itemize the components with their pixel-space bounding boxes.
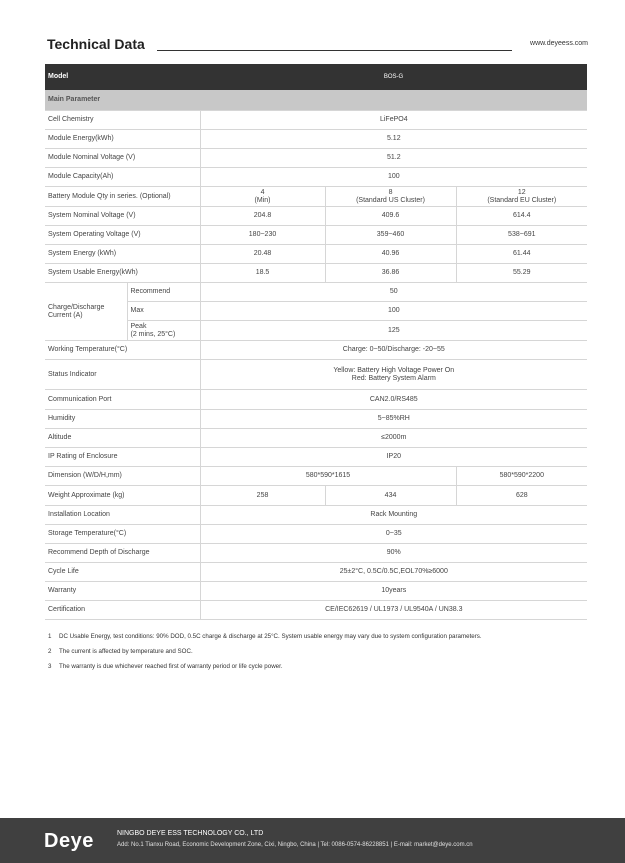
table-row xyxy=(45,506,587,525)
row-value: 0~35 xyxy=(200,525,587,544)
row-label: Battery Module Qty in series. (Optional) xyxy=(45,187,200,207)
table-row xyxy=(45,390,587,410)
row-label: System Operating Voltage (V) xyxy=(45,226,200,245)
table-row xyxy=(45,525,587,544)
row-value: 10years xyxy=(200,582,587,601)
row-value: 614.4 xyxy=(456,207,587,226)
row-value: CE/IEC62619 / UL1973 / UL9540A / UN38.3 xyxy=(200,601,587,620)
row-value: 125 xyxy=(200,321,587,341)
section-header-main-parameter xyxy=(45,90,587,111)
row-label: Module Energy(kWh) xyxy=(45,130,200,149)
table-row-charge-max xyxy=(45,302,587,321)
row-value: 5~85%RH xyxy=(200,410,587,429)
row-label: Communication Port xyxy=(45,390,200,410)
table-row xyxy=(45,448,587,467)
company-name: NINGBO DEYE ESS TECHNOLOGY CO., LTD xyxy=(117,830,264,837)
row-value: 61.44 xyxy=(456,245,587,264)
row-value: ≤2000m xyxy=(200,429,587,448)
row-label: Status Indicator xyxy=(45,360,200,390)
table-row xyxy=(45,264,587,283)
row-value: Yellow: Battery High Voltage Power On Red: Battery System Alarm xyxy=(200,360,587,390)
header-rule xyxy=(157,50,512,51)
row-value: 36.86 xyxy=(325,264,456,283)
row-label: System Usable Energy(kWh) xyxy=(45,264,200,283)
page-header xyxy=(47,36,588,54)
table-row xyxy=(45,563,587,582)
row-value: 628 xyxy=(456,486,587,506)
footnote: 3 The warranty is due whichever reached first of warranty period or life cycle power. xyxy=(48,663,283,670)
row-sublabel: Peak (2 mins, 25°C) xyxy=(127,321,200,341)
row-label: Humidity xyxy=(45,410,200,429)
model-label: Model xyxy=(45,64,200,90)
row-label: Dimension (W/D/H,mm) xyxy=(45,467,200,486)
website-link[interactable]: www.deyeess.com xyxy=(530,40,588,47)
row-value: 4 (Min) xyxy=(200,187,325,207)
page-footer xyxy=(0,818,625,863)
table-row xyxy=(45,187,587,207)
footnote: 2 The current is affected by temperature and SOC. xyxy=(48,648,193,655)
footnote: 1 DC Usable Energy, test conditions: 90% DOD, 0.5C charge & discharge at 25°C. System usable energy may vary due to system configuration parameters. xyxy=(48,633,482,640)
row-value: 5.12 xyxy=(200,130,587,149)
row-value: 409.6 xyxy=(325,207,456,226)
row-value: CAN2.0/RS485 xyxy=(200,390,587,410)
table-row xyxy=(45,149,587,168)
row-value: 359~460 xyxy=(325,226,456,245)
table-row xyxy=(45,410,587,429)
row-value: 18.5 xyxy=(200,264,325,283)
charge-current-label: Charge/Discharge Current (A) xyxy=(45,283,127,341)
row-label: Recommend Depth of Discharge xyxy=(45,544,200,563)
row-label: Module Capacity(Ah) xyxy=(45,168,200,187)
row-value: Rack Mounting xyxy=(200,506,587,525)
row-label: Installation Location xyxy=(45,506,200,525)
row-value: 55.29 xyxy=(456,264,587,283)
table-row xyxy=(45,467,587,486)
row-value: 580*590*2200 xyxy=(456,467,587,486)
row-label: Working Temperature(°C) xyxy=(45,341,200,360)
table-row xyxy=(45,341,587,360)
deye-logo: Deye xyxy=(44,830,94,852)
table-row xyxy=(45,486,587,506)
row-value: 100 xyxy=(200,302,587,321)
row-value: 20.48 xyxy=(200,245,325,264)
page-title: Technical Data xyxy=(47,36,145,52)
row-label: Certification xyxy=(45,601,200,620)
table-row xyxy=(45,111,587,130)
row-label: Module Nominal Voltage (V) xyxy=(45,149,200,168)
row-sublabel: Recommend xyxy=(127,283,200,302)
table-row xyxy=(45,168,587,187)
row-value: 12 (Standard EU Cluster) xyxy=(456,187,587,207)
row-value: 50 xyxy=(200,283,587,302)
row-value: 434 xyxy=(325,486,456,506)
table-row xyxy=(45,601,587,620)
row-label: Altitude xyxy=(45,429,200,448)
row-value: 580*590*1615 xyxy=(200,467,456,486)
row-value: 25±2°C, 0.5C/0.5C,EOL70%≥6000 xyxy=(200,563,587,582)
row-label: Cell Chemistry xyxy=(45,111,200,130)
table-row-charge-peak xyxy=(45,321,587,341)
row-sublabel: Max xyxy=(127,302,200,321)
row-value: 180~230 xyxy=(200,226,325,245)
row-value: 538~691 xyxy=(456,226,587,245)
row-label: Weight Approximate (kg) xyxy=(45,486,200,506)
row-value: Charge: 0~50/Discharge: -20~55 xyxy=(200,341,587,360)
table-row xyxy=(45,429,587,448)
footnotes xyxy=(48,632,593,677)
row-value: 90% xyxy=(200,544,587,563)
table-row-model xyxy=(45,64,587,90)
table-row xyxy=(45,360,587,390)
section-label: Main Parameter xyxy=(45,90,587,111)
table-row xyxy=(45,245,587,264)
table-row xyxy=(45,226,587,245)
table-row xyxy=(45,130,587,149)
model-value: BOS-G xyxy=(200,64,587,90)
company-address: Add: No.1 Tianxu Road, Economic Development Zone, Cixi, Ningbo, China | Tel: 0086-0574-86228851 | E-mail: market@deye.com.cn xyxy=(117,842,473,848)
row-value: 8 (Standard US Cluster) xyxy=(325,187,456,207)
row-label: System Energy (kWh) xyxy=(45,245,200,264)
technical-data-table xyxy=(45,64,587,620)
row-value: 258 xyxy=(200,486,325,506)
row-value: LiFePO4 xyxy=(200,111,587,130)
row-value: 100 xyxy=(200,168,587,187)
table-row xyxy=(45,207,587,226)
table-row xyxy=(45,544,587,563)
row-value: 51.2 xyxy=(200,149,587,168)
row-label: IP Rating of Enclosure xyxy=(45,448,200,467)
row-value: 40.96 xyxy=(325,245,456,264)
row-value: IP20 xyxy=(200,448,587,467)
row-label: System Nominal Voltage (V) xyxy=(45,207,200,226)
row-label: Cycle Life xyxy=(45,563,200,582)
table-row-charge-recommend xyxy=(45,283,587,302)
row-value: 204.8 xyxy=(200,207,325,226)
row-label: Storage Temperature(°C) xyxy=(45,525,200,544)
row-label: Warranty xyxy=(45,582,200,601)
table-row xyxy=(45,582,587,601)
